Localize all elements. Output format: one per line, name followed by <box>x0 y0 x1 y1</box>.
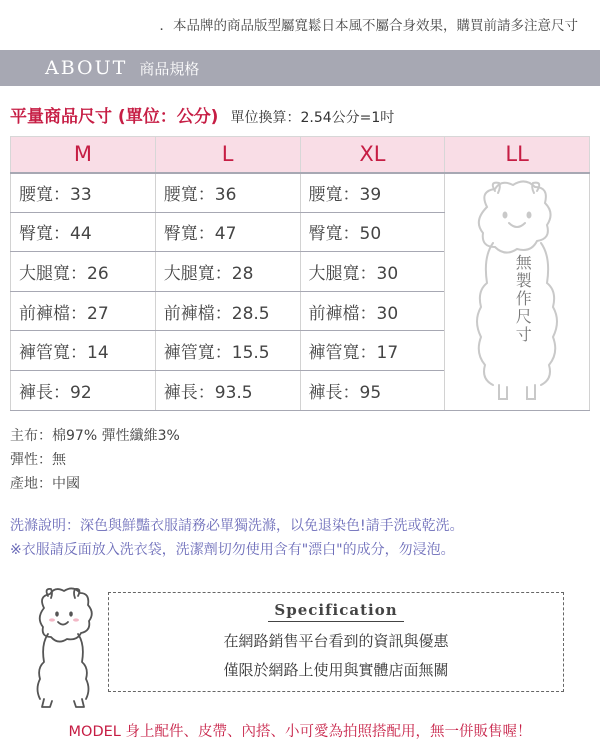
size-section-header <box>10 102 394 127</box>
elasticity: 彈性：無 <box>10 452 66 468</box>
about-subtitle: 商品規格 <box>139 59 200 78</box>
specification-line-1: 在網路銷售平台看到的資訊與優惠 <box>223 632 449 650</box>
wash-line-1: 洗滌說明：深色與鮮豔衣服請務必單獨洗滌，以免退染色!請手洗或乾洗。 <box>10 518 464 534</box>
table-cell: 褲長：92 <box>11 370 156 410</box>
table-cell: 臀寬：44 <box>11 212 156 252</box>
specification-title: Specification <box>268 601 403 622</box>
alpaca-mascot <box>28 584 102 714</box>
wash-line-2: ※衣服請反面放入洗衣袋，洗潔劑切勿使用含有"漂白"的成分，勿浸泡。 <box>10 542 455 558</box>
specification-line-2: 僅限於網路上使用與實體店面無關 <box>223 661 449 679</box>
table-cell: 大腿寬：26 <box>11 252 156 292</box>
size-section-title: 平量商品尺寸 (單位：公分) <box>10 107 219 127</box>
table-cell: 褲管寬：15.5 <box>155 331 300 371</box>
about-title: ABOUT <box>45 57 128 79</box>
origin: 產地：中國 <box>10 476 80 492</box>
table-cell: 大腿寬：30 <box>300 252 445 292</box>
table-cell: 腰寬：33 <box>11 173 156 213</box>
table-cell: 前褲檔：27 <box>11 291 156 331</box>
materials-info <box>10 424 180 496</box>
size-notice: ．本品牌的商品版型屬寬鬆日本風不屬合身效果，購買前請多注意尺寸 <box>159 18 578 34</box>
size-header-l: L <box>155 137 300 173</box>
unit-conversion: 單位換算：2.54公分=1吋 <box>230 110 395 126</box>
model-accessory-note: MODEL 身上配件、皮帶、內搭、小可愛為拍照搭配用，無一併販售喔！ <box>68 724 532 740</box>
table-cell: 褲管寬：14 <box>11 331 156 371</box>
table-cell: 大腿寬：28 <box>155 252 300 292</box>
size-header-ll: LL <box>445 137 590 173</box>
wash-instructions <box>10 514 464 562</box>
table-cell: 臀寬：47 <box>155 212 300 252</box>
table-cell: 褲管寬：17 <box>300 331 445 371</box>
table-cell: 臀寬：50 <box>300 212 445 252</box>
table-cell: 褲長：95 <box>300 370 445 410</box>
table-cell: 腰寬：39 <box>300 173 445 213</box>
table-cell: 腰寬：36 <box>155 173 300 213</box>
table-cell: 前褲檔：28.5 <box>155 291 300 331</box>
size-header-xl: XL <box>300 137 445 173</box>
table-cell: 前褲檔：30 <box>300 291 445 331</box>
fabric-composition: 主布：棉97% 彈性纖維3% <box>10 428 180 444</box>
table-row <box>11 173 590 213</box>
ll-no-size-cell <box>445 173 590 411</box>
size-header-row <box>11 137 590 173</box>
specification-box <box>108 592 564 692</box>
size-header-m: M <box>11 137 156 173</box>
table-cell: 褲長：93.5 <box>155 370 300 410</box>
no-size-note: 無製作尺寸 <box>513 253 533 344</box>
alpaca-icon <box>28 584 102 710</box>
size-table <box>10 136 590 411</box>
about-header-bar <box>0 50 600 86</box>
